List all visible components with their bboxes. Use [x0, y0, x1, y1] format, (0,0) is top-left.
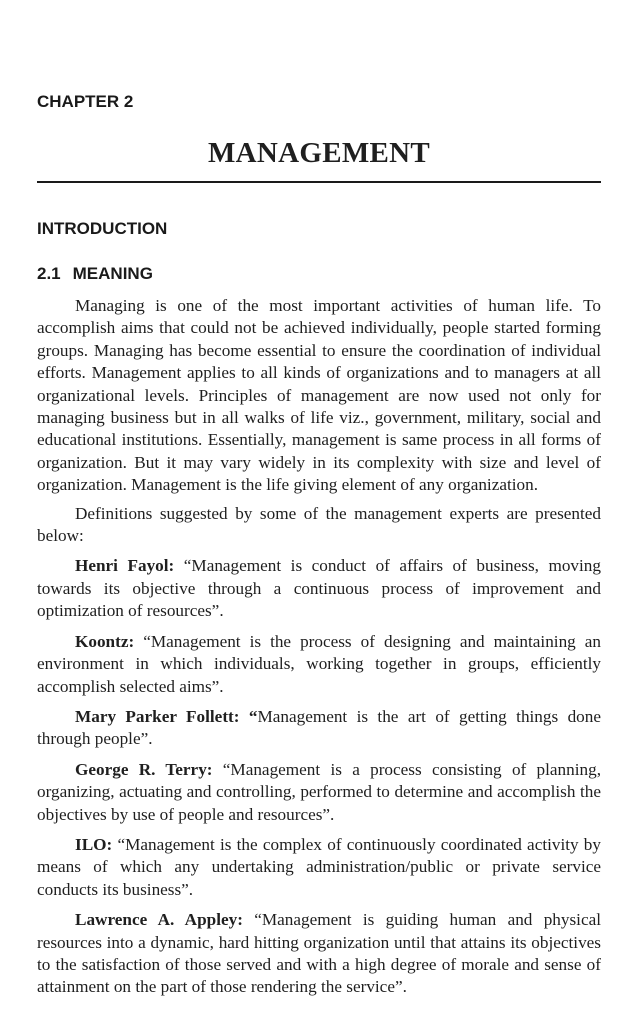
definition-text: “Management is guiding human and physical resources into a dynamic, hard hitting organization until that attains its objectives to the satisfaction of those served and with a high degree of morale and sense of attainment on the part of those rendering the service”. — [37, 910, 601, 997]
definition-fayol — [37, 555, 601, 622]
introduction-heading: INTRODUCTION — [37, 219, 168, 238]
definition-text: “Management is a process consisting of planning, organizing, actuating and controlling, performed to determine and accomplish the objectives by use of people and resources”. — [37, 759, 601, 824]
definition-text: “Management is the complex of continuously coordinated activity by means of which any undertaking administration/public or private service conducts its business”. — [37, 834, 601, 899]
definition-text: Management is the art of getting things done through people”. — [37, 706, 601, 749]
definition-follett — [37, 706, 601, 751]
definition-author: Mary Parker Follett: “ — [75, 706, 258, 726]
definition-terry — [37, 759, 601, 826]
body-text — [37, 295, 601, 1007]
definition-appley — [37, 909, 601, 999]
definition-koontz — [37, 631, 601, 698]
definition-author: George R. Terry: — [75, 759, 213, 779]
definitions-intro-paragraph: Definitions suggested by some of the management experts are presented below: — [37, 503, 601, 546]
definition-text: “Management is the process of designing and maintaining an environment in which individuals, working together in groups, efficiently accomplish selected aims”. — [37, 631, 601, 696]
title-divider — [37, 181, 601, 183]
definition-author: ILO: — [75, 834, 113, 854]
definition-ilo — [37, 834, 601, 901]
definition-author: Henri Fayol: — [75, 556, 175, 576]
chapter-label: CHAPTER 2 — [37, 92, 134, 111]
definition-text: “Management is conduct of affairs of business, moving towards its objective through a continuous process of improvement and optimization of resources”. — [37, 556, 601, 621]
meaning-paragraph: Managing is one of the most important activities of human life. To accomplish aims that could not be achieved individually, people started forming groups. Managing has become essential to ensure the coordination of individual efforts. Management applies to all kinds of organizations and to managers at all organizational levels. Principles of management are now used not only for managing business but in all walks of life viz., government, military, social and educational institutions. Essentially, management is same process in all forms of organization. But it may vary widely in its complexity with size and level of organization. Management is the life giving element of any organization. — [37, 296, 601, 495]
definition-author: Lawrence A. Appley: — [75, 910, 243, 930]
chapter-title: MANAGEMENT — [207, 137, 431, 169]
section-number: 2.1 — [37, 264, 61, 283]
section-heading — [37, 264, 153, 284]
section-title: MEANING — [72, 264, 153, 283]
definition-author: Koontz: — [75, 631, 135, 651]
